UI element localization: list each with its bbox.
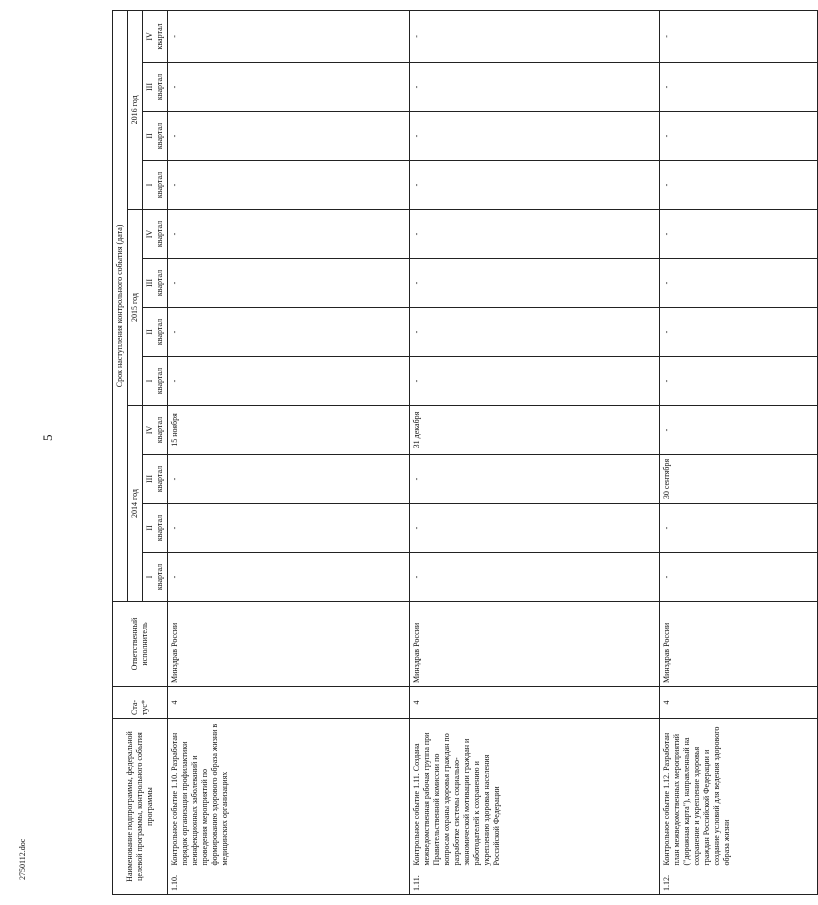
responsible-cell: Минздрав России bbox=[168, 602, 410, 687]
quarter-cell: - bbox=[168, 504, 410, 553]
header-quarter bbox=[143, 259, 168, 308]
quarter-cell: - bbox=[410, 10, 660, 62]
header-responsible: Ответственный исполнитель bbox=[113, 602, 168, 687]
header-quarter-word: квартал bbox=[155, 122, 164, 150]
quarter-cell: - bbox=[660, 504, 818, 553]
header-quarter-numeral: I bbox=[145, 575, 154, 579]
header-name: Наименование подпрограммы, федеральной целевой программы, контрольного события программы bbox=[113, 719, 168, 895]
quarter-cell: - bbox=[660, 161, 818, 210]
header-quarter bbox=[143, 406, 168, 455]
quarter-cell: - bbox=[168, 357, 410, 406]
quarter-cell: - bbox=[660, 210, 818, 259]
header-quarter-numeral: I bbox=[145, 183, 154, 187]
quarter-cell: - bbox=[410, 553, 660, 602]
header-quarter-numeral: IV bbox=[145, 229, 154, 239]
quarter-cell: - bbox=[660, 63, 818, 112]
quarter-cell: - bbox=[410, 63, 660, 112]
quarter-cell: - bbox=[660, 10, 818, 62]
status-cell: 4 bbox=[168, 687, 410, 719]
quarter-cell: 30 сентября bbox=[660, 455, 818, 504]
event-name: Контрольное событие 1.11. Создана межведомственная рабочая группа при Правительственной комиссии по вопросам охраны здоровья граждан по разработке системы социально-экономической мотивации граждан и работодателей к сохранению и укреплению здоровья населения Российской Федерации bbox=[410, 719, 660, 869]
quarter-cell: - bbox=[168, 259, 410, 308]
quarter-cell: 15 ноября bbox=[168, 406, 410, 455]
quarter-cell: - bbox=[168, 161, 410, 210]
header-year: 2016 год bbox=[128, 10, 143, 209]
quarter-cell: - bbox=[168, 112, 410, 161]
table-row bbox=[410, 10, 660, 894]
control-events-table bbox=[112, 10, 818, 895]
header-quarter bbox=[143, 308, 168, 357]
header-status: Ста-тус* bbox=[113, 687, 168, 719]
quarter-cell: - bbox=[660, 406, 818, 455]
quarter-cell: - bbox=[168, 553, 410, 602]
header-quarter-numeral: IV bbox=[145, 32, 154, 41]
header-quarter bbox=[143, 455, 168, 504]
quarter-cell: - bbox=[660, 259, 818, 308]
header-quarter-numeral: III bbox=[145, 475, 154, 483]
table-row bbox=[660, 10, 818, 894]
header-quarter-numeral: III bbox=[145, 83, 154, 91]
header-quarter bbox=[143, 357, 168, 406]
quarter-cell: - bbox=[410, 161, 660, 210]
event-name: Контрольное событие 1.12. Разработан план межведомственных мероприятий ("дорожная карта"), направленный на сохранение и укрепление здоровья граждан Российской Федерации и создание условий для ведения здорового образа жизни bbox=[660, 719, 818, 869]
quarter-cell: - bbox=[168, 10, 410, 62]
header-quarter-numeral: II bbox=[145, 133, 154, 139]
header-quarter bbox=[143, 112, 168, 161]
page-number: 5 bbox=[40, 434, 55, 441]
header-quarter-word: квартал bbox=[155, 171, 164, 199]
header-quarter-word: квартал bbox=[155, 23, 164, 50]
header-quarter-numeral: II bbox=[145, 329, 154, 335]
header-deadline: Срок наступления контрольного события (дата) bbox=[113, 10, 128, 601]
header-quarter bbox=[143, 63, 168, 112]
quarter-cell: 31 декабря bbox=[410, 406, 660, 455]
quarter-cell: - bbox=[660, 553, 818, 602]
row-number: 1.11. bbox=[410, 869, 660, 895]
header-quarter-word: квартал bbox=[155, 269, 164, 297]
header-quarter bbox=[143, 161, 168, 210]
responsible-cell: Минздрав России bbox=[410, 602, 660, 687]
quarter-cell: - bbox=[410, 112, 660, 161]
header-quarter-word: квартал bbox=[155, 367, 164, 395]
event-name: Контрольное событие 1.10. Разработан порядок организации профилактики неинфекционных заболеваний и проведения мероприятий по формированию здорового образа жизни в медицинских организациях bbox=[168, 719, 410, 869]
quarter-cell: - bbox=[660, 357, 818, 406]
header-year: 2014 год bbox=[128, 406, 143, 602]
status-cell: 4 bbox=[410, 687, 660, 719]
quarter-cell: - bbox=[410, 504, 660, 553]
header-quarter-word: квартал bbox=[155, 416, 164, 444]
header-year: 2015 год bbox=[128, 210, 143, 406]
header-quarter bbox=[143, 553, 168, 602]
status-cell: 4 bbox=[660, 687, 818, 719]
quarter-cell: - bbox=[660, 112, 818, 161]
row-number: 1.12. bbox=[660, 869, 818, 895]
header-quarter bbox=[143, 504, 168, 553]
header-quarter-numeral: I bbox=[145, 379, 154, 383]
header-quarter bbox=[143, 10, 168, 62]
quarter-cell: - bbox=[168, 455, 410, 504]
file-name: 2750112.doc bbox=[18, 838, 27, 880]
quarter-cell: - bbox=[168, 308, 410, 357]
header-quarter-numeral: IV bbox=[145, 425, 154, 435]
quarter-cell: - bbox=[410, 259, 660, 308]
quarter-cell: - bbox=[410, 455, 660, 504]
responsible-cell: Минздрав России bbox=[660, 602, 818, 687]
quarter-cell: - bbox=[660, 308, 818, 357]
header-quarter-numeral: III bbox=[145, 279, 154, 287]
header-quarter-word: квартал bbox=[155, 514, 164, 542]
quarter-cell: - bbox=[168, 63, 410, 112]
header-quarter-numeral: II bbox=[145, 525, 154, 531]
quarter-cell: - bbox=[410, 308, 660, 357]
header-quarter-word: квартал bbox=[155, 465, 164, 493]
header-quarter-word: квартал bbox=[155, 318, 164, 346]
row-number: 1.10. bbox=[168, 869, 410, 895]
quarter-cell: - bbox=[168, 210, 410, 259]
rotated-table-sheet bbox=[112, 10, 731, 895]
header-quarter-word: квартал bbox=[155, 220, 164, 248]
table-row bbox=[168, 10, 410, 894]
quarter-cell: - bbox=[410, 357, 660, 406]
header-quarter-word: квартал bbox=[155, 73, 164, 101]
header-quarter-word: квартал bbox=[155, 563, 164, 591]
header-quarter bbox=[143, 210, 168, 259]
quarter-cell: - bbox=[410, 210, 660, 259]
